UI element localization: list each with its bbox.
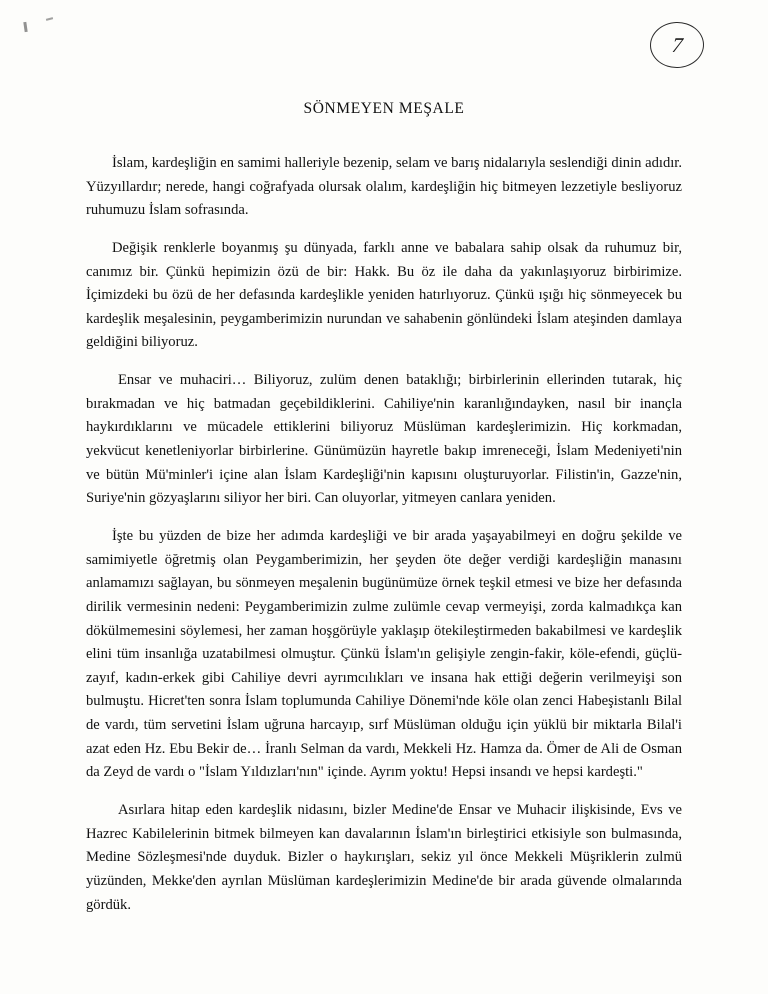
body-paragraph: Ensar ve muhaciri… Biliyoruz, zulüm denen bataklığı; birbirlerinin ellerinden tutarak, hiç bırakmadan ve hiç batmadan geçebildiklerini. Cahiliye'nin karanlığındayken, nasıl bir inançla haykırdıklarını ve mücadele ettiklerini biliyoruz Müslüman kardeşlerimizin. Hiç korkmadan, yekvücut kenetleniyorlar birbirlerine. Günümüzün hayretle bakıp imreneceği, İslam Medeniyeti'nin ve bütün Mü'minler'i içine alan İslam Kardeşliği'nin kapısını oluşturuyorlar. Filistin'in, Gazze'nin, Suriye'nin gözyaşlarını siliyor her biri. Can oluyorlar, yitmeyen canlara yeniden. [86,372,682,507]
body-paragraph: Asırlara hitap eden kardeşlik nidasını, bizler Medine'de Ensar ve Muhacir ilişkisinde, Evs ve Hazrec Kabilelerinin bitmek bilmeyen kan davalarının İslam'ın birleştirici etkisiyle son bulmasında, Medine Sözleşmesi'nde duyduk. Bizler o haykırışları, sekiz yıl önce Mekkeli Müşriklerin zulmü yüzünden, Mekke'den ayrılan Müslüman kardeşlerimizin Medine'de bir arada güvende olmalarında gördük. [86,802,682,913]
document-body [86,100,682,917]
body-paragraph: Değişik renklerle boyanmış şu dünyada, farklı anne ve babalara sahip olsak da ruhumuz bir, canımız bir. Çünkü hepimizin özü de bir: Hakk. Bu öz ile daha da yakınlaşıyoruz birbirimize. İçimizdeki bu özü de her defasında kardeşlikle yeniden hatırlıyoruz. Çünkü ışığı hiç sönmeyecek bu kardeşlik meşalesinin, peygamberimizin nurundan ve sahabenin gönlündeki İslam ateşinden damlaya geldiğini biliyoruz. [86,239,682,351]
page-title: SÖNMEYEN MEŞALE [303,100,465,117]
page-number-circle [649,21,705,69]
body-paragraph: İşte bu yüzden de bize her adımda kardeşliği ve bir arada yaşayabilmeyi en doğru şekilde ve samimiyetle öğretmiş olan Peygamberimizin, her şeyden öte değer verdiği kardeşliğin manasını anlamamızı sağlayan, bu sönmeyen meşalenin bugünümüze örnek teşkil etmesi ve bize her defasında dirilik vermesinin nedeni: Peygamberimizin zulme zulümle cevap vermeyişi, zorda kalmadıkça kan dökülmemesini söylemesi, her zaman hoşgörüyle yaklaşıp ötekileştirmeden bakabilmesi ve kardeşlik elini tüm insanlığa uzatabilmesi olmuştur. Çünkü İslam'ın gelişiyle zengin-fakir, köle-efendi, güçlü-zayıf, kadın-erkek gibi Cahiliye devri ayrımcılıkları ve insana hak ettiği değerin verilmeyişi son bulmuştu. Hicret'ten sonra İslam toplumunda Cahiliye Dönemi'nde köle olan zenci Habeşistanlı Bilal de vardı, tüm servetini İslam uğruna harcayıp, sırf Müslüman olduğu için yüklü bir miktarla Bilal'i azat eden Hz. Ebu Bekir de… İranlı Selman da vardı, Mekkeli Hz. Hamza da. Ömer de Ali de Osman da Zeyd de vardı o "İslam Yıldızları'nın" içinde. Ayrım yoktu! Hepsi insandı ve hepsi kardeşti." [86,527,682,781]
scan-artifact-mark [23,22,27,32]
scan-artifact-dot [46,17,53,21]
body-paragraph: İslam, kardeşliğin en samimi halleriyle bezenip, selam ve barış nidalarıyla seslendiği dinin adıdır. Yüzyıllardır; nerede, hangi coğrafyada olursak olalım, kardeşliğin hiç bitmeyen lezzetiyle besliyoruz ruhumuzu İslam sofrasında. [86,155,682,219]
page-number-value: 7 [670,32,684,57]
